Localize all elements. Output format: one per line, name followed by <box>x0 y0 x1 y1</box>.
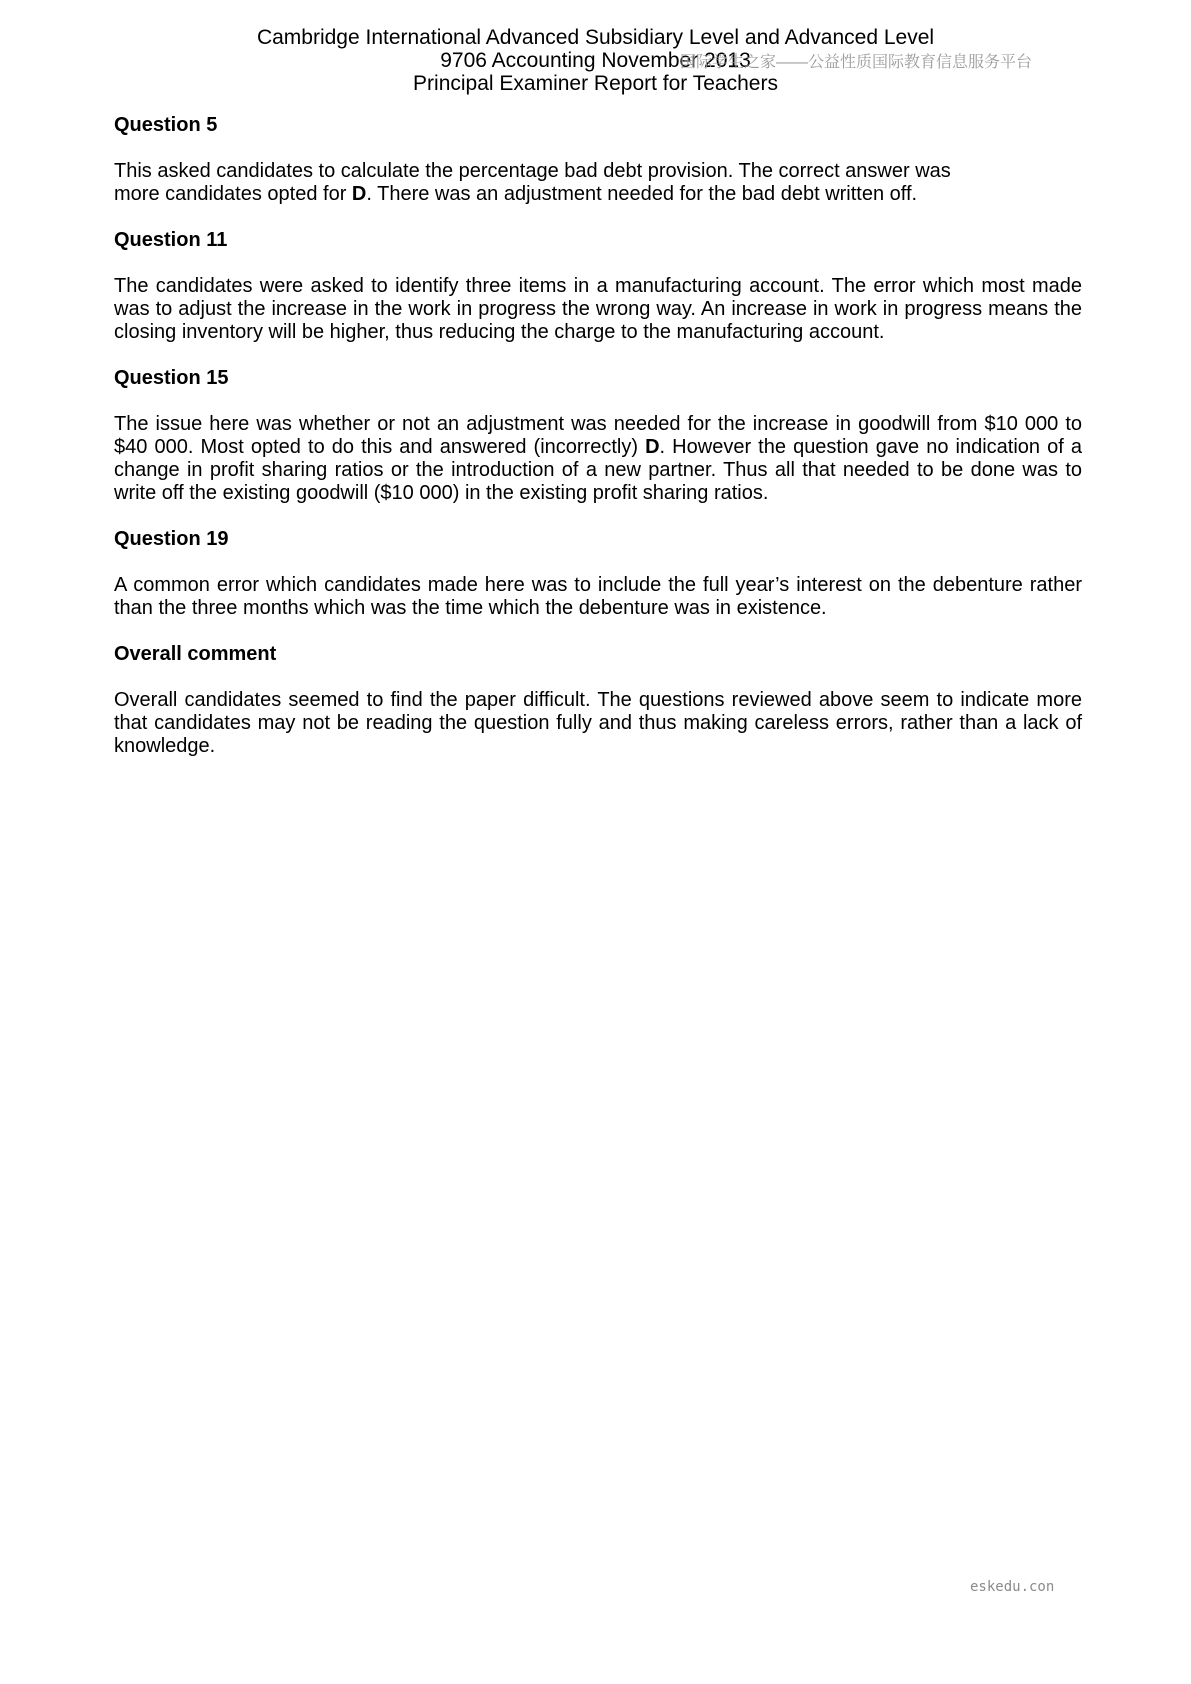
section-question-5 <box>114 114 1082 206</box>
text-run: . There was an adjustment needed for the bad debt written off. <box>366 183 918 205</box>
text-line: This asked candidates to calculate the percentage bad debt provision. The correct answer was <box>114 160 951 182</box>
header-line-3: Principal Examiner Report for Teachers <box>413 72 778 95</box>
section-heading: Question 15 <box>114 367 229 389</box>
section-question-15 <box>114 367 1082 505</box>
report-content <box>114 114 1082 781</box>
section-text: The candidates were asked to identify three items in a manufacturing account. The error which most made was to adjust the increase in the work in progress the wrong way. An increase in work in progress means the closing inventory will be higher, thus reducing the charge to the manufacturing account. <box>114 275 1082 343</box>
section-text: Overall candidates seemed to find the paper difficult. The questions reviewed above seem to indicate more that candidates may not be reading the question fully and thus making careless errors, rather than a lack of knowledge. <box>114 689 1082 757</box>
header-line-1: Cambridge International Advanced Subsidiary Level and Advanced Level <box>256 26 935 49</box>
section-heading: Question 11 <box>114 229 228 251</box>
watermark-bottom: eskedu.con <box>970 1579 1055 1595</box>
section-text <box>114 413 1082 505</box>
section-heading: Question 5 <box>114 114 218 136</box>
text-run: The issue here was whether or not an adjustment was needed for the increase in goodwill from $10 000 to $40 000. Most opted to do this and answered (incorrectly) <box>114 413 1082 458</box>
section-text: A common error which candidates made here was to include the full year’s interest on the debenture rather than the three months which was the time which the debenture was in existence. <box>114 574 1082 619</box>
header-line-2: 9706 Accounting November 2013 <box>440 49 751 72</box>
section-heading: Question 19 <box>114 528 229 550</box>
section-text <box>114 160 1082 206</box>
text-run: . However the question gave no indication of a change in profit sharing ratios or the introduction of a new partner. Thus all that needed to be done was to write off the existing goodwill ($10 000) in the existing profit sharing ratios. <box>114 436 1083 504</box>
text-run: more candidates opted for <box>114 183 352 205</box>
section-heading: Overall comment <box>114 643 277 665</box>
section-question-19 <box>114 528 1082 620</box>
section-question-11 <box>114 229 1082 344</box>
watermark-top: 国际学生之家——公益性质国际教育信息服务平台 <box>680 54 1033 71</box>
section-overall-comment <box>114 643 1082 758</box>
answer-letter: D <box>351 183 367 205</box>
answer-letter: D <box>645 436 660 458</box>
